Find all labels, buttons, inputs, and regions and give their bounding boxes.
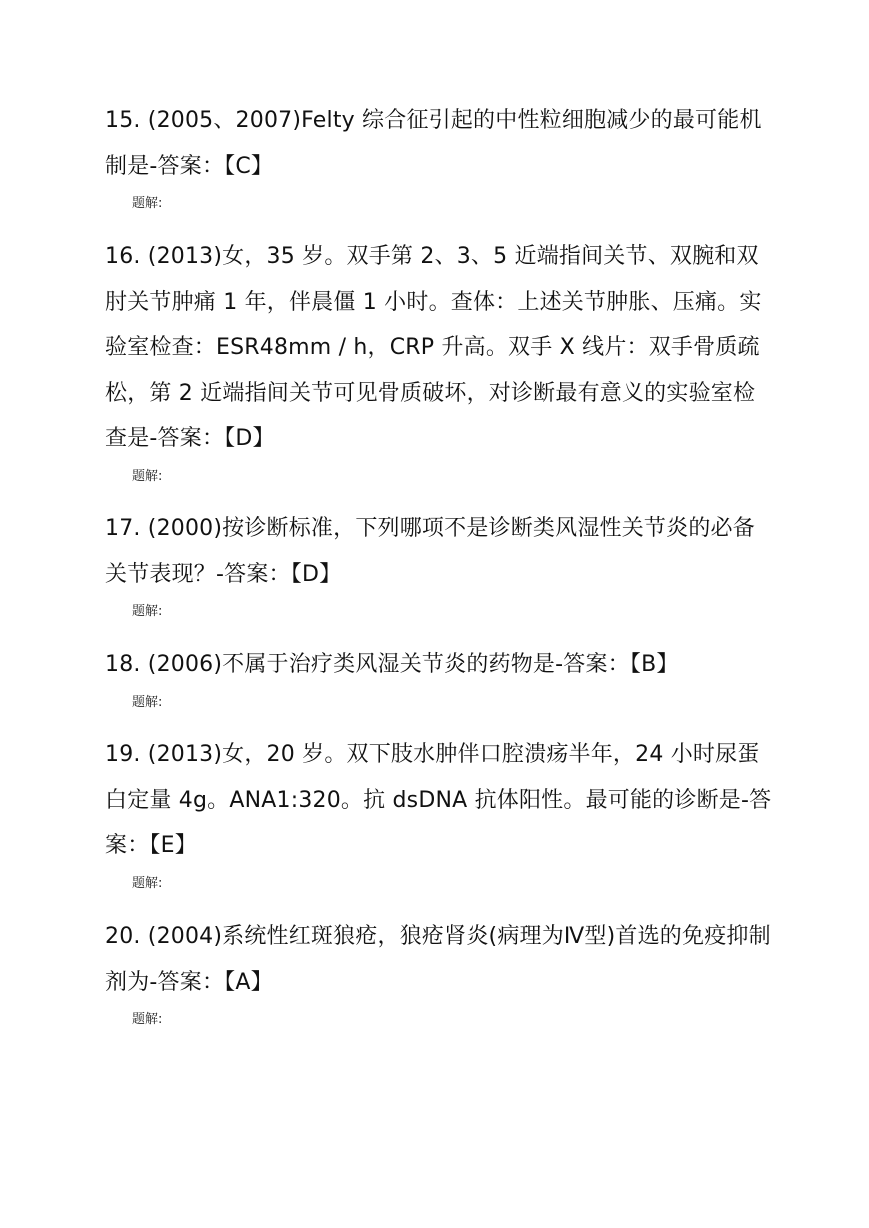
solution-label: 题解: [132,468,163,484]
solution-label: 题解: [132,196,163,211]
question-18 [105,642,777,718]
solution-label: 题解: [132,875,163,891]
question-text: 15. (2005、2007)Felty 综合征引起的中性粒细胞减少的最可能机制是-答案：【C】 [105,108,762,179]
solution-label: 题解: [132,1012,163,1027]
question-15 [105,98,777,219]
question-16 [105,234,777,492]
question-text: 16. (2013)女，35 岁。双手第 2、3、5 近端指间关节、双腕和双肘关节肿痛 1 年，伴晨僵 1 小时。查体：上述关节肿胀、压痛。实验室检查：ESR48mm / h，CRP 升高。双手 X 线片：双手骨质疏松，第 2 近端指间关节可见骨质破坏，对诊断最有意义的实验室检查是-答案：【D】 [105,244,762,451]
solution-label: 题解: [132,694,163,710]
solution-label: 题解: [132,604,163,619]
question-text: 17. (2000)按诊断标准，下列哪项不是诊断类风湿性关节炎的必备关节表现？-答案：【D】 [105,516,755,587]
question-text: 18. (2006)不属于治疗类风湿关节炎的药物是-答案：【B】 [105,652,679,677]
question-text: 19. (2013)女，20 岁。双下肢水肿伴口腔溃疡半年，24 小时尿蛋白定量 4g。ANA1:320。抗 dsDNA 抗体阳性。最可能的诊断是-答案：【E】 [105,742,772,858]
question-17 [105,506,777,627]
question-19 [105,732,777,899]
question-text: 20. (2004)系统性红斑狼疮，狼疮肾炎(病理为Ⅳ型)首选的免疫抑制剂为-答案：【A】 [105,924,771,995]
question-20 [105,914,777,1035]
